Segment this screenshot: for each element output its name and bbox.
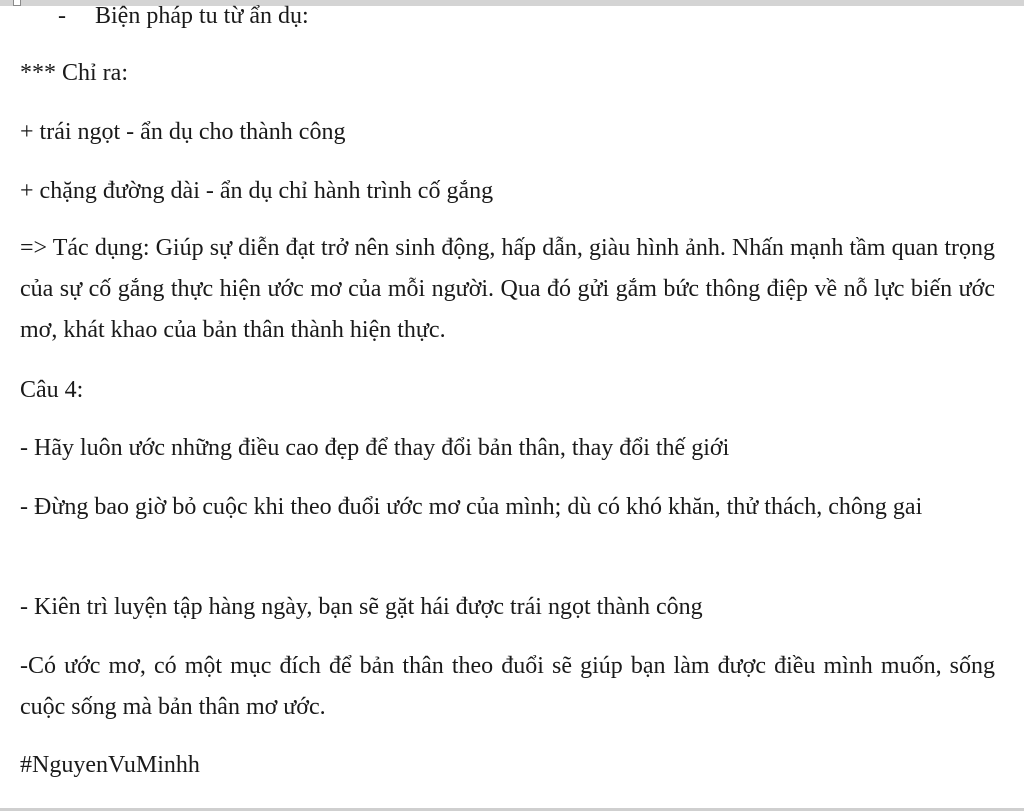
- paragraph-metaphor-2: + chặng đường dài - ẩn dụ chỉ hành trình cố gắng: [20, 178, 494, 204]
- paragraph-metaphor-1: + trái ngọt - ẩn dụ cho thành công: [20, 119, 346, 145]
- paragraph-point-3: - Kiên trì luyện tập hàng ngày, bạn sẽ gặt hái được trái ngọt thành công: [20, 594, 703, 620]
- paragraph-effect: => Tác dụng: Giúp sự diễn đạt trở nên sinh động, hấp dẫn, giàu hình ảnh. Nhấn mạnh tầm quan trọng của sự cố gắng thực hiện ước mơ của mỗi người. Qua đó gửi gắm bức thông điệp về nỗ lực biến ước mơ, khát khao của bản thân thành hiện thực.: [20, 235, 995, 343]
- text-boundary-marker: [13, 0, 21, 6]
- paragraph-point-1: - Hãy luôn ước những điều cao đẹp để thay đổi bản thân, thay đổi thế giới: [20, 435, 730, 461]
- author-hashtag: #NguyenVuMinhh: [20, 752, 200, 778]
- paragraph-question-4: Câu 4:: [20, 377, 84, 403]
- paragraph-point-2: - Đừng bao giờ bỏ cuộc khi theo đuổi ước mơ của mình; dù có khó khăn, thử thách, chông gai: [20, 494, 923, 520]
- paragraph-point-4: -Có ước mơ, có một mục đích để bản thân theo đuổi sẽ giúp bạn làm được điều mình muốn, sống cuộc sống mà bản thân mơ ước.: [20, 653, 995, 720]
- paragraph-point-out: *** Chỉ ra:: [20, 60, 128, 86]
- bullet-marker: -: [58, 3, 66, 29]
- bullet-text: Biện pháp tu từ ẩn dụ:: [95, 3, 309, 29]
